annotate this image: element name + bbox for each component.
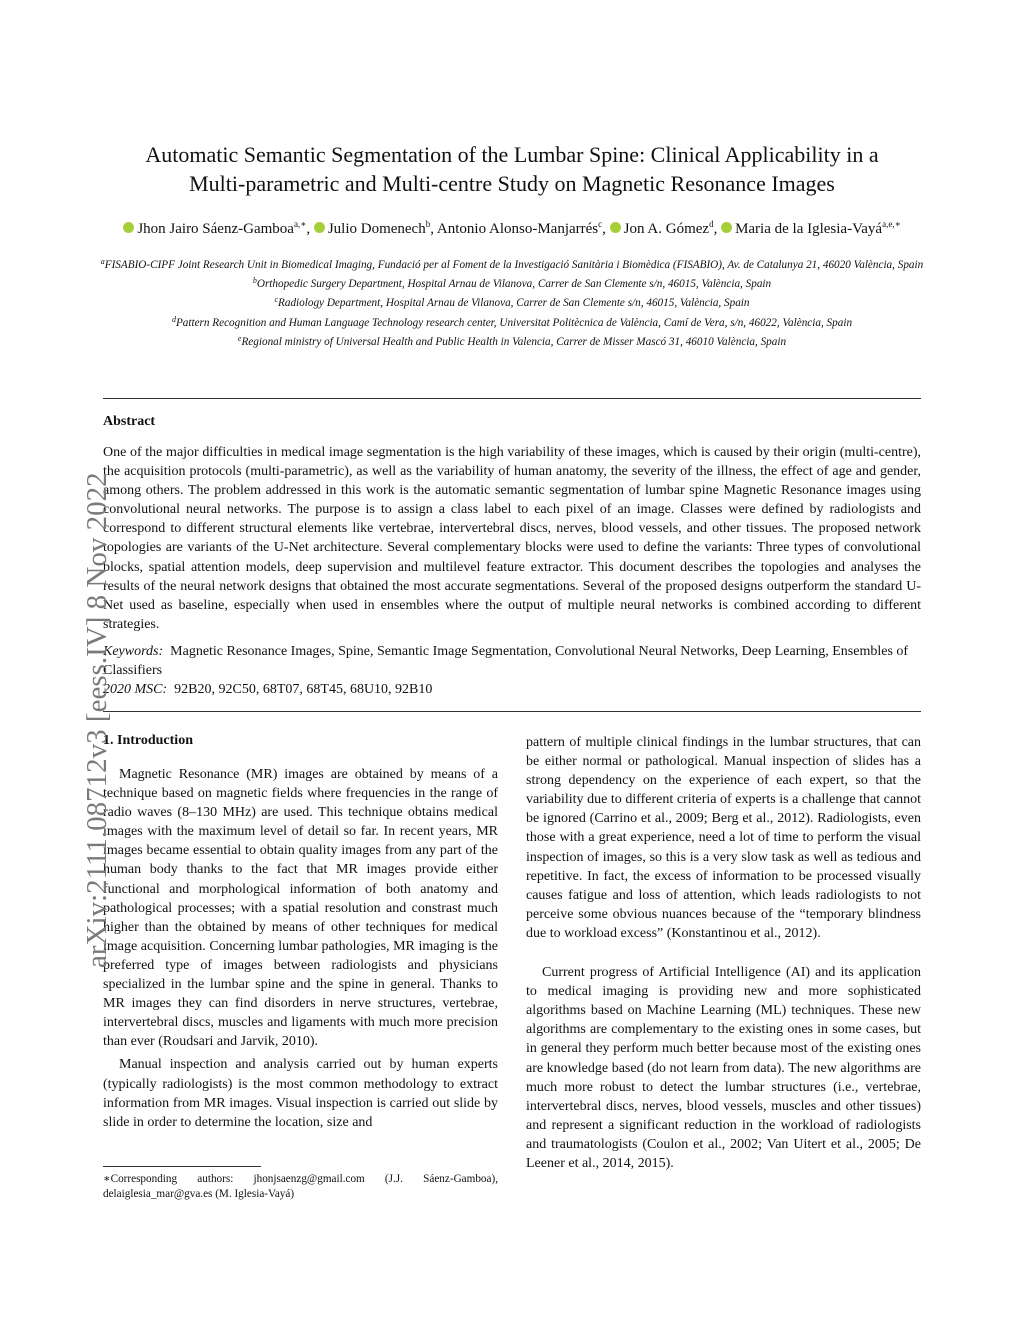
title-line-2: Multi-parametric and Multi-centre Study on Magnetic Resonance Images xyxy=(189,171,835,196)
keywords-block xyxy=(103,642,921,699)
right-column xyxy=(526,733,921,1173)
title-line-1: Automatic Semantic Segmentation of the Lumbar Spine: Clinical Applicability in a xyxy=(145,142,879,167)
orcid-icon[interactable] xyxy=(721,222,732,233)
affiliation: $^c$Radiology Department, Hospital Arnau de Vilanova, Carrer de San Clemente s/n, 46015, València, Spain xyxy=(274,295,750,310)
abstract-heading: Abstract xyxy=(103,414,156,429)
affiliation: $^e$Regional ministry of Universal Health and Public Health in Valencia, Carrer de Misser Mascó 31, 46010 València, Spain xyxy=(237,333,787,348)
keywords-label: Keywords: xyxy=(103,644,164,659)
author: Maria de la Iglesia-Vayá$^{a,e,∗}$ xyxy=(721,221,901,237)
affiliation: $^d$Pattern Recognition and Human Language Technology research center, Universitat Politècnica de València, Camí de Vera, s/n, 46022, València, Spain xyxy=(171,314,853,329)
section-heading: 1. Introduction xyxy=(103,733,193,748)
arxiv-stamp[interactable]: arXiv:2111.08712v3 [eess.IV] 8 Nov 2022 xyxy=(81,472,113,968)
affiliations xyxy=(100,254,924,350)
divider xyxy=(103,711,921,712)
footnote-rule xyxy=(103,1166,261,1167)
msc-codes: 92B20, 92C50, 68T07, 68T45, 68U10, 92B10 xyxy=(174,682,433,697)
paragraph: pattern of multiple clinical findings in the lumbar structures, that can be either normal or pathological. Manual inspection of slides has a strong dependency on the experience of each expert, so that the variability due to different criteria of experts is a challenge that cannot be ignored (Carrino et al., 2009; Berg et al., 2012). Radiologists, even those with a great experience, need a lot of time to perform the visual inspection of images, so this is a very slow task as well as tedious and repetitive. In fact, the excess of information to be processed visually causes fatigue and loss of attention, which leads radiologists to not perceive some obvious nuances because of the “temporary blindness due to workload excess” (Konstantinou et al., 2012). xyxy=(526,735,921,941)
left-column xyxy=(103,765,498,1132)
author: Jhon Jairo Sáenz-Gamboa$^{a,∗}$ xyxy=(123,221,306,237)
orcid-icon[interactable] xyxy=(610,222,621,233)
msc-label: 2020 MSC: xyxy=(103,682,168,697)
paragraph: Manual inspection and analysis carried out by human experts (typically radiologists) is the most common methodology to extract information from MR images. Visual inspection is carried out slide by slide in order to determine the location, size and xyxy=(103,1057,498,1130)
keywords: Magnetic Resonance Images, Spine, Semantic Image Segmentation, Convolutional Neural Networks, Deep Learning, Ensembles of Classifiers xyxy=(103,644,909,678)
orcid-icon[interactable] xyxy=(314,222,325,233)
affiliation: $^a$FISABIO-CIPF Joint Research Unit in Biomedical Imaging, Fundació per al Foment de la Investigació Sanitària i Biomèdica (FISABIO), Av. de Catalunya 21, 46020 València, Spain xyxy=(100,257,924,271)
footnote: ∗Corresponding authors: jhonjsaenzg@gmail.com (J.J. Sáenz-Gamboa), delaiglesia_mar@gva.es (M. Iglesia-Vayá) xyxy=(103,1173,498,1200)
author: Jon A. Gómez$^d$ xyxy=(610,221,714,237)
paper-title xyxy=(100,140,924,198)
divider xyxy=(103,398,921,399)
author: Julio Domenech$^b$ xyxy=(314,221,430,237)
orcid-icon[interactable] xyxy=(123,222,134,233)
affiliation: $^b$Orthopedic Surgery Department, Hospital Arnau de Vilanova, Carrer de San Clemente s/n, 46015, València, Spain xyxy=(252,276,772,291)
abstract-text: One of the major difficulties in medical image segmentation is the high variability of these images, which is caused by their origin (multi-centre), the acquisition protocols (multi-parametric), as well as the variability of human anatomy, the severity of the illness, the effect of age and gender, among others. The problem addressed in this work is the automatic semantic segmentation of lumbar spine Magnetic Resonance images using convolutional neural networks. The purpose is to assign a class label to each pixel of an image. Classes were defined by radiologists and correspond to different structural elements like vertebrae, intervertebral discs, nerves, blood vessels, and other tissues. The proposed network topologies are variants of the U-Net architecture. Several complementary blocks were used to define the variants: Three types of convolutional blocks, spatial attention models, deep supervision and multilevel feature extractor. This document describes the topologies and analyses the results of the neural network designs that obtained the most accurate segmentations. Several of the proposed designs outperform the standard U-Net used as baseline, especially when used in ensembles where the output of multiple neural networks is combined according to different strategies. xyxy=(103,445,921,632)
paragraph: Magnetic Resonance (MR) images are obtained by means of a technique based on magnetic fields where frequencies in the range of radio waves (8–130 MHz) are used. This technique obtains medical images with the maximum level of detail so far. In recent years, MR images became essential to obtain quality images from any part of the human body thanks to the fact that MR images provide either functional and morphological information of both anatomy and pathological processes; with a spatial resolution and constrast much higher than the obtained by means of other techniques for medical image acquisition. Concerning lumbar pathologies, MR imaging is the preferred type of images between radiologists and physicians specialized in the lumbar spine and the spine in general. Thanks to MR images they can find disorders in nerve structures, vertebrae, intervertebral discs, muscles and ligaments with much more precision than ever (Roudsari and Jarvik, 2010). xyxy=(103,767,498,1050)
author: Antonio Alonso-Manjarrés$^c$ xyxy=(436,219,603,237)
paragraph: Current progress of Artificial Intelligence (AI) and its application to medical imaging is providing new and more sophisticated algorithms based on Machine Learning (ML) techniques. These new algorithms are complementary to the existing ones in some cases, but in general they perform much better because most of the existing ones are knowledge based (do not learn from data). The new algorithms are much more robust to detect the lumbar structures (i.e., vertebrae, intervertebral discs, nerves, blood vessels, muscles and other tissues) and represent a significant reduction in the workload of radiologists and traumatologists (Coulon et al., 2002; Van Uitert et al., 2005; De Leener et al., 2014, 2015). xyxy=(526,965,921,1171)
author-list: Jhon Jairo Sáenz-Gamboa$^{a,∗}$, Julio Domenech$^b$, Antonio Alonso-Manjarrés$^c$, Jon A. Gómez$^d$, Maria de la Iglesia-Vayá$^{a,e,∗}$ xyxy=(90,219,934,238)
